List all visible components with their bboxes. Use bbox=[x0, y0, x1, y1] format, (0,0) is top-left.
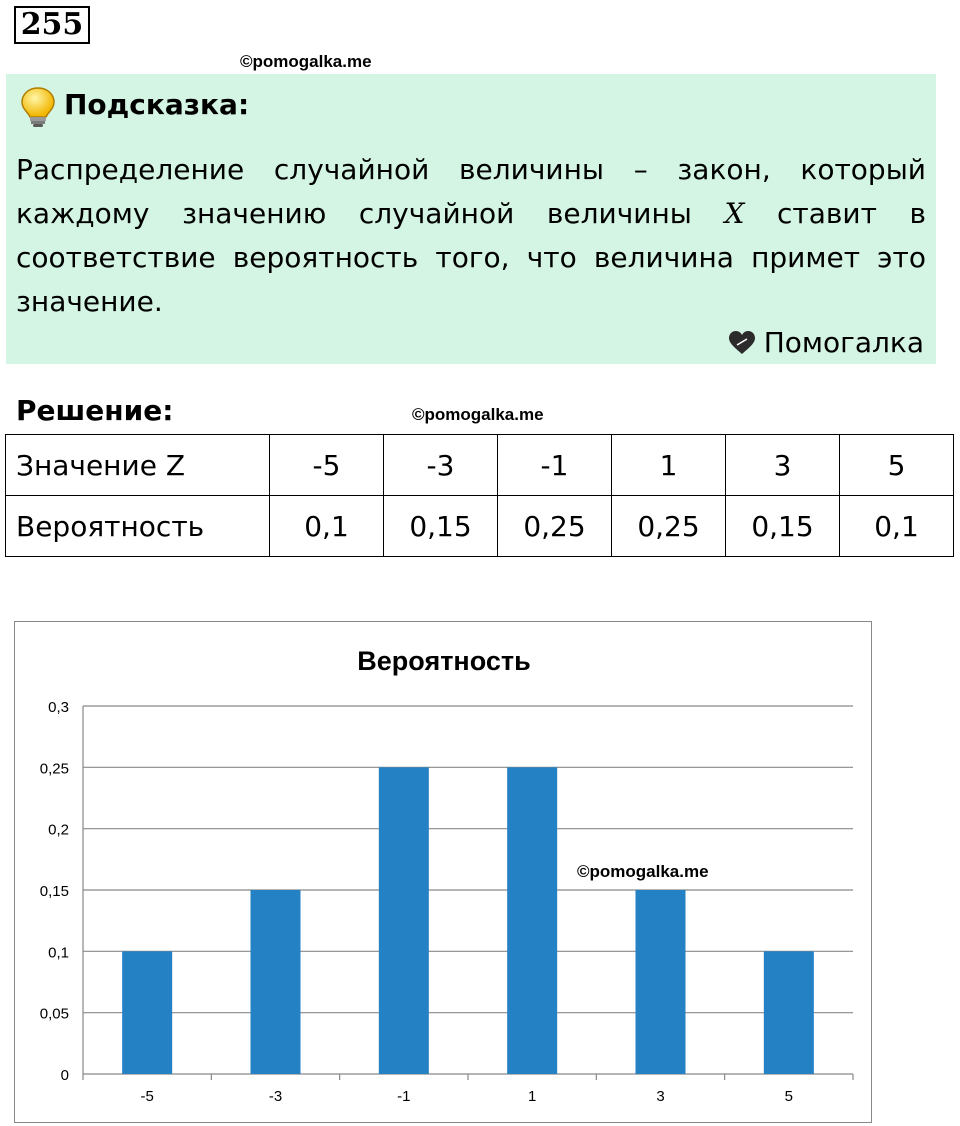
table-cell: -1 bbox=[498, 435, 612, 496]
hint-title: Подсказка: bbox=[64, 88, 250, 121]
distribution-table bbox=[5, 434, 954, 557]
y-tick-label: 0,3 bbox=[48, 699, 69, 716]
bar bbox=[122, 951, 172, 1074]
hint-box bbox=[6, 74, 936, 364]
heart-icon bbox=[728, 330, 756, 356]
table-cell: 0,1 bbox=[840, 496, 954, 557]
bar bbox=[251, 890, 301, 1074]
lightbulb-icon bbox=[18, 86, 58, 128]
x-tick-label: 5 bbox=[784, 1088, 794, 1105]
hint-signature bbox=[728, 326, 924, 360]
bar bbox=[379, 767, 429, 1074]
row-label-values: Значение Z bbox=[6, 435, 270, 496]
y-tick-label: 0,25 bbox=[39, 760, 69, 778]
problem-number: 255 bbox=[14, 6, 90, 44]
table-row bbox=[6, 496, 954, 557]
table-cell: 3 bbox=[726, 435, 840, 496]
table-cell: 0,25 bbox=[612, 496, 726, 557]
y-tick-label: 0,05 bbox=[39, 1005, 69, 1023]
chart-title: Вероятность bbox=[357, 646, 531, 676]
x-tick-label: -1 bbox=[397, 1088, 411, 1105]
probability-chart bbox=[14, 621, 872, 1123]
watermark-middle: ©pomogalka.me bbox=[412, 405, 544, 424]
table-cell: -5 bbox=[270, 435, 384, 496]
table-cell: 0,15 bbox=[726, 496, 840, 557]
table-cell: 5 bbox=[840, 435, 954, 496]
bar bbox=[636, 890, 686, 1074]
x-tick-label: -3 bbox=[268, 1088, 283, 1105]
bar bbox=[764, 951, 814, 1074]
hint-variable: X bbox=[724, 197, 745, 230]
hint-text bbox=[16, 148, 926, 324]
bar bbox=[507, 767, 557, 1074]
table-cell: 0,15 bbox=[384, 496, 498, 557]
table-cell: -3 bbox=[384, 435, 498, 496]
table-cell: 1 bbox=[612, 435, 726, 496]
solution-title: Решение: bbox=[16, 394, 174, 427]
watermark-top: ©pomogalka.me bbox=[240, 52, 372, 71]
y-tick-label: 0,1 bbox=[48, 944, 69, 962]
x-tick-label: 3 bbox=[656, 1088, 665, 1105]
watermark-chart: ©pomogalka.me bbox=[577, 862, 709, 881]
hint-text-part-1: Распределение случайной величины – закон, который каждому значению случайной величины bbox=[16, 153, 926, 230]
x-tick-label: 1 bbox=[527, 1088, 537, 1105]
y-tick-label: 0,2 bbox=[48, 821, 69, 839]
table-cell: 0,1 bbox=[270, 496, 384, 557]
chart-svg bbox=[15, 622, 873, 1124]
table-row bbox=[6, 435, 954, 496]
y-tick-label: 0,15 bbox=[39, 883, 69, 900]
x-tick-label: -5 bbox=[140, 1088, 154, 1105]
y-tick-label: 0 bbox=[60, 1067, 69, 1084]
table-cell: 0,25 bbox=[498, 496, 612, 557]
hint-text-part-2: ставит в соответствие вероятность того, что величина примет это значение. bbox=[16, 197, 926, 318]
row-label-probability: Вероятность bbox=[6, 496, 270, 557]
signature-text: Помогалка bbox=[763, 326, 924, 359]
